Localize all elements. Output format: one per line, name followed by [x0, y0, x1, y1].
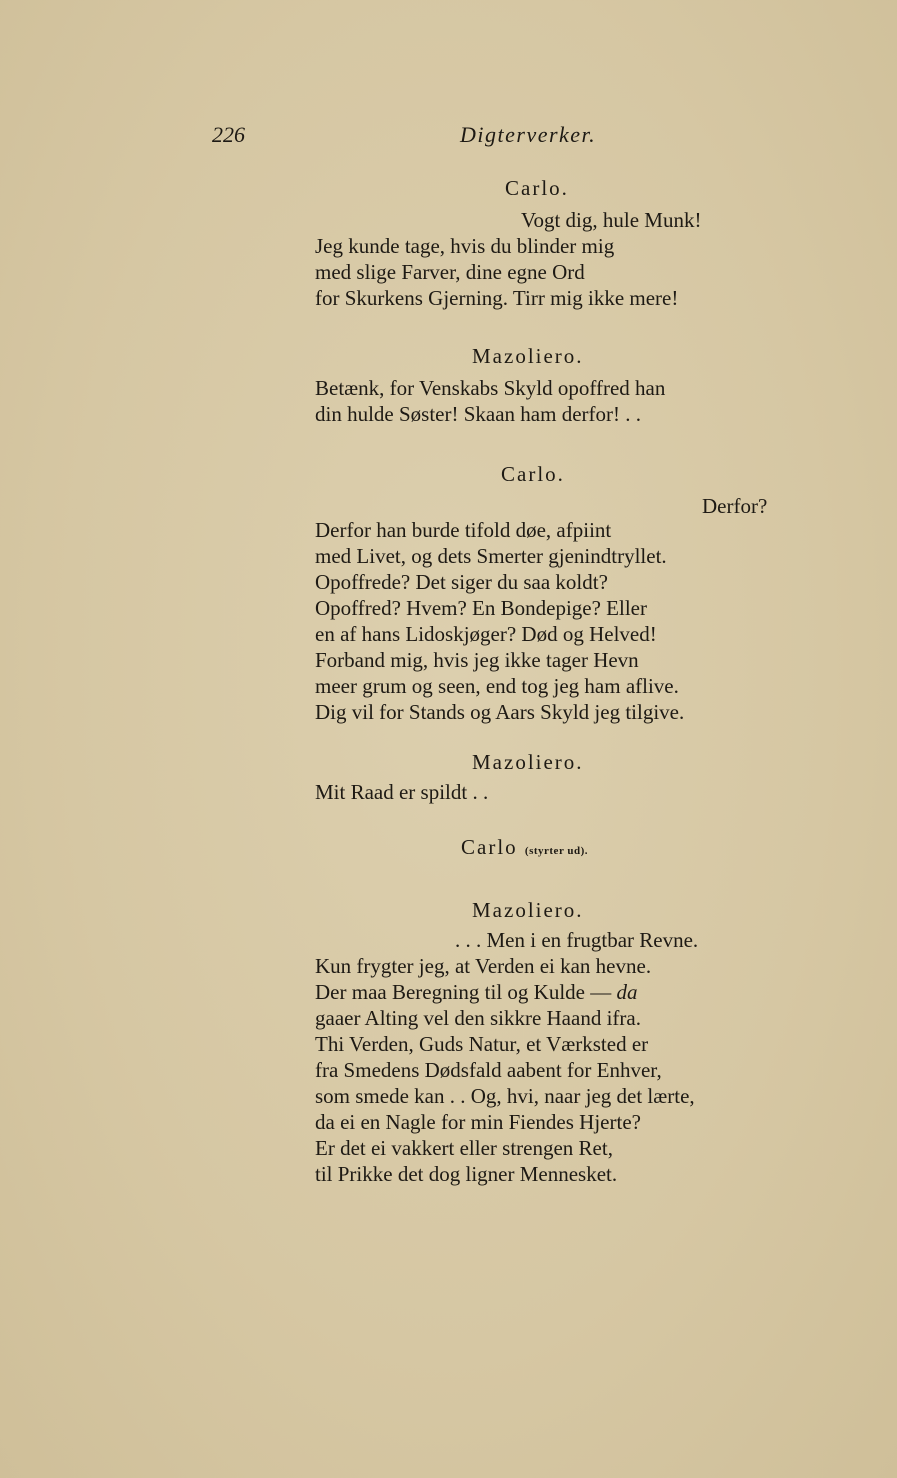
verse-line: Opoffrede? Det siger du saa koldt? [315, 570, 608, 594]
verse-line: Derfor han burde tifold døe, afpiint [315, 518, 612, 542]
verse-line: som smede kan . . Og, hvi, naar jeg det lærte, [315, 1084, 695, 1108]
verse-line: for Skurkens Gjerning. Tirr mig ikke mere! [315, 286, 679, 310]
speaker-name: Mazoliero. [472, 750, 584, 774]
verse-line: fra Smedens Dødsfald aabent for Enhver, [315, 1058, 662, 1082]
verse-line: da ei en Nagle for min Fiendes Hjerte? [315, 1110, 641, 1134]
speaker-name: Mazoliero. [472, 344, 584, 368]
verse-line: Dig vil for Stands og Aars Skyld jeg tilgive. [315, 700, 685, 724]
verse-line: din hulde Søster! Skaan ham derfor! . . [315, 402, 642, 426]
speaker-name: Mazoliero. [472, 898, 584, 922]
verse-line: Derfor? [702, 494, 768, 518]
verse-line: gaaer Alting vel den sikkre Haand ifra. [315, 1006, 641, 1030]
speaker-name: Carlo [461, 835, 518, 859]
verse-line-with-italic [315, 980, 638, 1005]
verse-line: Jeg kunde tage, hvis du blinder mig [315, 234, 615, 258]
verse-line: Vogt dig, hule Munk! [521, 208, 702, 232]
verse-line: med slige Farver, dine egne Ord [315, 260, 585, 284]
verse-line: Thi Verden, Guds Natur, et Værksted er [315, 1032, 649, 1056]
verse-line: en af hans Lidoskjøger? Død og Helved! [315, 622, 657, 646]
verse-line: . . . Men i en frugtbar Revne. [455, 928, 699, 952]
verse-line: meer grum og seen, end tog jeg ham aflive. [315, 674, 679, 698]
verse-line: Mit Raad er spildt . . [315, 780, 489, 804]
speaker-name: Carlo. [505, 176, 569, 200]
running-title: Digterverker. [460, 122, 597, 147]
verse-line: Kun frygter jeg, at Verden ei kan hevne. [315, 954, 652, 978]
verse-line: Betænk, for Venskabs Skyld opoffred han [315, 376, 666, 400]
verse-line: Opoffred? Hvem? En Bondepige? Eller [315, 596, 647, 620]
italic-word: da [616, 980, 638, 1004]
verse-line: til Prikke det dog ligner Mennesket. [315, 1162, 618, 1186]
stage-direction: (styrter ud). [524, 845, 589, 857]
verse-line: Forband mig, hvis jeg ikke tager Hevn [315, 648, 639, 672]
speaker-with-stage-direction [0, 835, 897, 860]
verse-line: med Livet, og dets Smerter gjenindtryllet. [315, 544, 667, 568]
verse-text: Der maa Beregning til og Kulde — [315, 980, 612, 1004]
verse-line: Er det ei vakkert eller strengen Ret, [315, 1136, 613, 1160]
speaker-name: Carlo. [501, 462, 565, 486]
page-number: 226 [212, 122, 245, 147]
